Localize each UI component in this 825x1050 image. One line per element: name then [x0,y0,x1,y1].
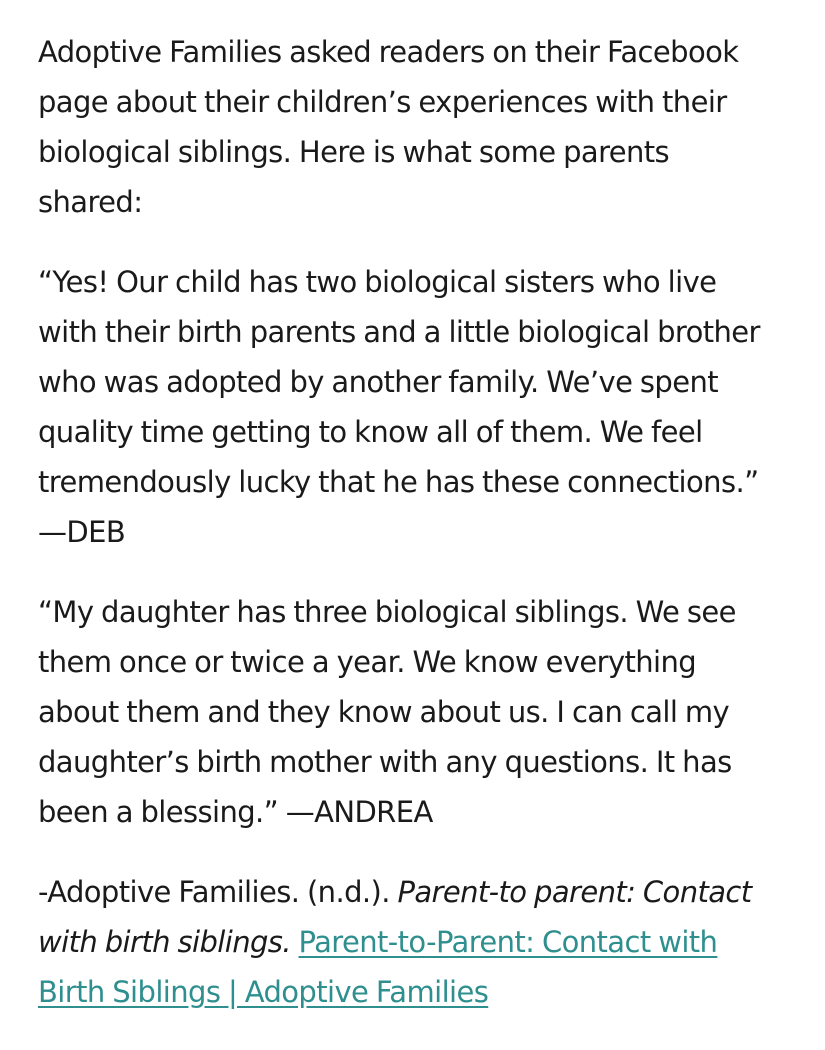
citation [38,867,778,1017]
citation-link[interactable]: Parent-to-Parent: Contact with Birth Siblings | Adoptive Families [38,925,718,1009]
intro-paragraph: Adoptive Families asked readers on their Facebook page about their children’s experiences with their biological siblings. Here is what some parents shared: [38,35,739,219]
quote-deb: “Yes! Our child has two biological sisters who live with their birth parents and a little biological brother who was adopted by another family. We’ve spent quality time getting to know all of them. We feel tremendously lucky that he has these connections.” —DEB [38,265,760,549]
article-body [38,27,778,1047]
citation-author-date: -Adoptive Families. (n.d.). [38,875,398,909]
citation-title: Parent-to parent: Contact with birth siblings. [38,875,752,959]
quote-andrea: “My daughter has three biological siblings. We see them once or twice a year. We know everything about them and they know about us. I can call my daughter’s birth mother with any questions. It has been a blessing.” —ANDREA [38,595,736,829]
